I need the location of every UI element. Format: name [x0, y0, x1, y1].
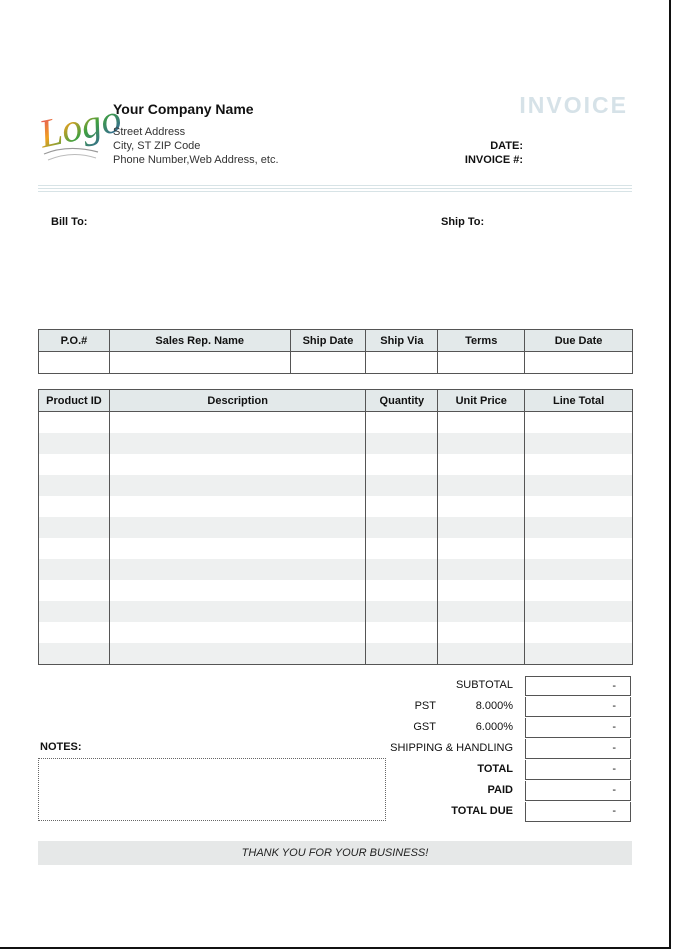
paid-label: PAID	[487, 784, 513, 796]
product-id-cell[interactable]	[39, 622, 110, 643]
product-id-cell[interactable]	[39, 517, 110, 538]
ship-date-header: Ship Date	[290, 330, 366, 352]
table-row	[39, 622, 633, 643]
unit-price-cell[interactable]	[438, 517, 525, 538]
gst-label: GST	[413, 721, 436, 733]
terms-cell[interactable]	[438, 352, 525, 374]
product-id-cell[interactable]	[39, 412, 110, 434]
subtotal-label: SUBTOTAL	[455, 679, 513, 691]
line-total-cell[interactable]	[525, 454, 633, 475]
total-due-row	[380, 802, 632, 822]
date-label: DATE:	[490, 140, 523, 152]
description-cell[interactable]	[109, 643, 365, 665]
subtotal-value[interactable]: -	[525, 676, 631, 696]
table-row	[39, 433, 633, 454]
description-cell[interactable]	[109, 454, 365, 475]
notes-label: NOTES:	[40, 741, 82, 753]
due-date-cell[interactable]	[525, 352, 633, 374]
quantity-cell[interactable]	[366, 475, 438, 496]
table-row	[39, 454, 633, 475]
contact-info: Phone Number,Web Address, etc.	[113, 154, 279, 166]
quantity-cell[interactable]	[366, 580, 438, 601]
description-cell[interactable]	[109, 496, 365, 517]
table-row	[39, 538, 633, 559]
table-row	[39, 496, 633, 517]
total-due-label: TOTAL DUE	[451, 805, 513, 817]
product-id-cell[interactable]	[39, 643, 110, 665]
total-label: TOTAL	[477, 763, 513, 775]
pst-label: PST	[414, 700, 436, 712]
table-row	[39, 475, 633, 496]
product-id-cell[interactable]	[39, 454, 110, 475]
logo-text: Logo	[35, 95, 126, 157]
product-id-cell[interactable]	[39, 433, 110, 454]
terms-header: Terms	[438, 330, 525, 352]
company-name: Your Company Name	[113, 101, 254, 117]
ship-via-header: Ship Via	[366, 330, 438, 352]
table-row	[39, 580, 633, 601]
ship-date-cell[interactable]	[290, 352, 366, 374]
thank-you-banner: THANK YOU FOR YOUR BUSINESS!	[38, 841, 632, 865]
quantity-cell[interactable]	[366, 412, 438, 434]
line-total-cell[interactable]	[525, 538, 633, 559]
header-rule	[38, 185, 632, 186]
table-row	[39, 643, 633, 665]
quantity-cell[interactable]	[366, 517, 438, 538]
unit-price-cell[interactable]	[438, 580, 525, 601]
quantity-header: Quantity	[366, 390, 438, 412]
product-id-cell[interactable]	[39, 496, 110, 517]
unit-price-cell[interactable]	[438, 412, 525, 434]
table-row	[39, 517, 633, 538]
product-id-cell[interactable]	[39, 601, 110, 622]
description-cell[interactable]	[109, 601, 365, 622]
quantity-cell[interactable]	[366, 601, 438, 622]
notes-box[interactable]	[38, 758, 386, 821]
street-address: Street Address	[113, 126, 186, 138]
description-cell[interactable]	[109, 538, 365, 559]
sales-rep-cell[interactable]	[109, 352, 290, 374]
line-total-cell[interactable]	[525, 580, 633, 601]
po-number-header: P.O.#	[39, 330, 110, 352]
paid-row	[380, 781, 632, 801]
line-total-cell[interactable]	[525, 412, 633, 434]
unit-price-cell[interactable]	[438, 559, 525, 580]
header-rule	[38, 188, 632, 189]
bill-to-label: Bill To:	[51, 216, 88, 228]
line-total-cell[interactable]	[525, 496, 633, 517]
quantity-cell[interactable]	[366, 622, 438, 643]
description-cell[interactable]	[109, 622, 365, 643]
company-logo	[35, 92, 126, 166]
quantity-cell[interactable]	[366, 643, 438, 665]
description-header: Description	[109, 390, 365, 412]
unit-price-cell[interactable]	[438, 475, 525, 496]
product-id-header: Product ID	[39, 390, 110, 412]
order-info-table	[38, 329, 633, 374]
pst-rate[interactable]: 8.000%	[475, 700, 513, 712]
unit-price-cell[interactable]	[438, 601, 525, 622]
pst-value[interactable]: -	[525, 697, 631, 717]
sales-rep-header: Sales Rep. Name	[109, 330, 290, 352]
quantity-cell[interactable]	[366, 454, 438, 475]
due-date-header: Due Date	[525, 330, 633, 352]
invoice-title: INVOICE	[519, 92, 628, 118]
product-id-cell[interactable]	[39, 475, 110, 496]
unit-price-cell[interactable]	[438, 622, 525, 643]
table-row	[39, 559, 633, 580]
total-due-value: -	[525, 802, 631, 822]
product-id-cell[interactable]	[39, 559, 110, 580]
gst-rate[interactable]: 6.000%	[475, 721, 513, 733]
shipping-label: SHIPPING & HANDLING	[390, 742, 513, 754]
header-rule	[38, 191, 632, 192]
line-total-cell[interactable]	[525, 559, 633, 580]
line-total-cell[interactable]	[525, 622, 633, 643]
city-state-zip: City, ST ZIP Code	[113, 140, 201, 152]
unit-price-cell[interactable]	[438, 643, 525, 665]
unit-price-cell[interactable]	[438, 433, 525, 454]
unit-price-cell[interactable]	[438, 496, 525, 517]
invoice-number-label: INVOICE #:	[464, 154, 523, 166]
description-cell[interactable]	[109, 412, 365, 434]
paid-value[interactable]: -	[525, 781, 631, 801]
quantity-cell[interactable]	[366, 496, 438, 517]
quantity-cell[interactable]	[366, 538, 438, 559]
description-cell[interactable]	[109, 517, 365, 538]
line-items-table	[38, 389, 633, 665]
description-cell[interactable]	[109, 475, 365, 496]
pst-row	[380, 697, 632, 717]
line-total-cell[interactable]	[525, 475, 633, 496]
description-cell[interactable]	[109, 433, 365, 454]
unit-price-cell[interactable]	[438, 454, 525, 475]
table-row	[39, 601, 633, 622]
total-row	[380, 760, 632, 780]
unit-price-cell[interactable]	[438, 538, 525, 559]
description-cell[interactable]	[109, 559, 365, 580]
po-number-cell[interactable]	[39, 352, 110, 374]
line-total-header: Line Total	[525, 390, 633, 412]
line-total-cell[interactable]	[525, 517, 633, 538]
product-id-cell[interactable]	[39, 580, 110, 601]
gst-value[interactable]: -	[525, 718, 631, 738]
line-total-cell[interactable]	[525, 433, 633, 454]
line-total-cell[interactable]	[525, 601, 633, 622]
ship-to-label: Ship To:	[441, 216, 485, 228]
table-row	[39, 412, 633, 434]
unit-price-header: Unit Price	[438, 390, 525, 412]
line-items-body	[39, 412, 633, 665]
description-cell[interactable]	[109, 580, 365, 601]
shipping-row	[380, 739, 632, 759]
subtotal-row	[380, 676, 632, 696]
total-value: -	[525, 760, 631, 780]
product-id-cell[interactable]	[39, 538, 110, 559]
quantity-cell[interactable]	[366, 559, 438, 580]
ship-via-cell[interactable]	[366, 352, 438, 374]
gst-row	[380, 718, 632, 738]
line-total-cell[interactable]	[525, 643, 633, 665]
quantity-cell[interactable]	[366, 433, 438, 454]
shipping-value[interactable]: -	[525, 739, 631, 759]
